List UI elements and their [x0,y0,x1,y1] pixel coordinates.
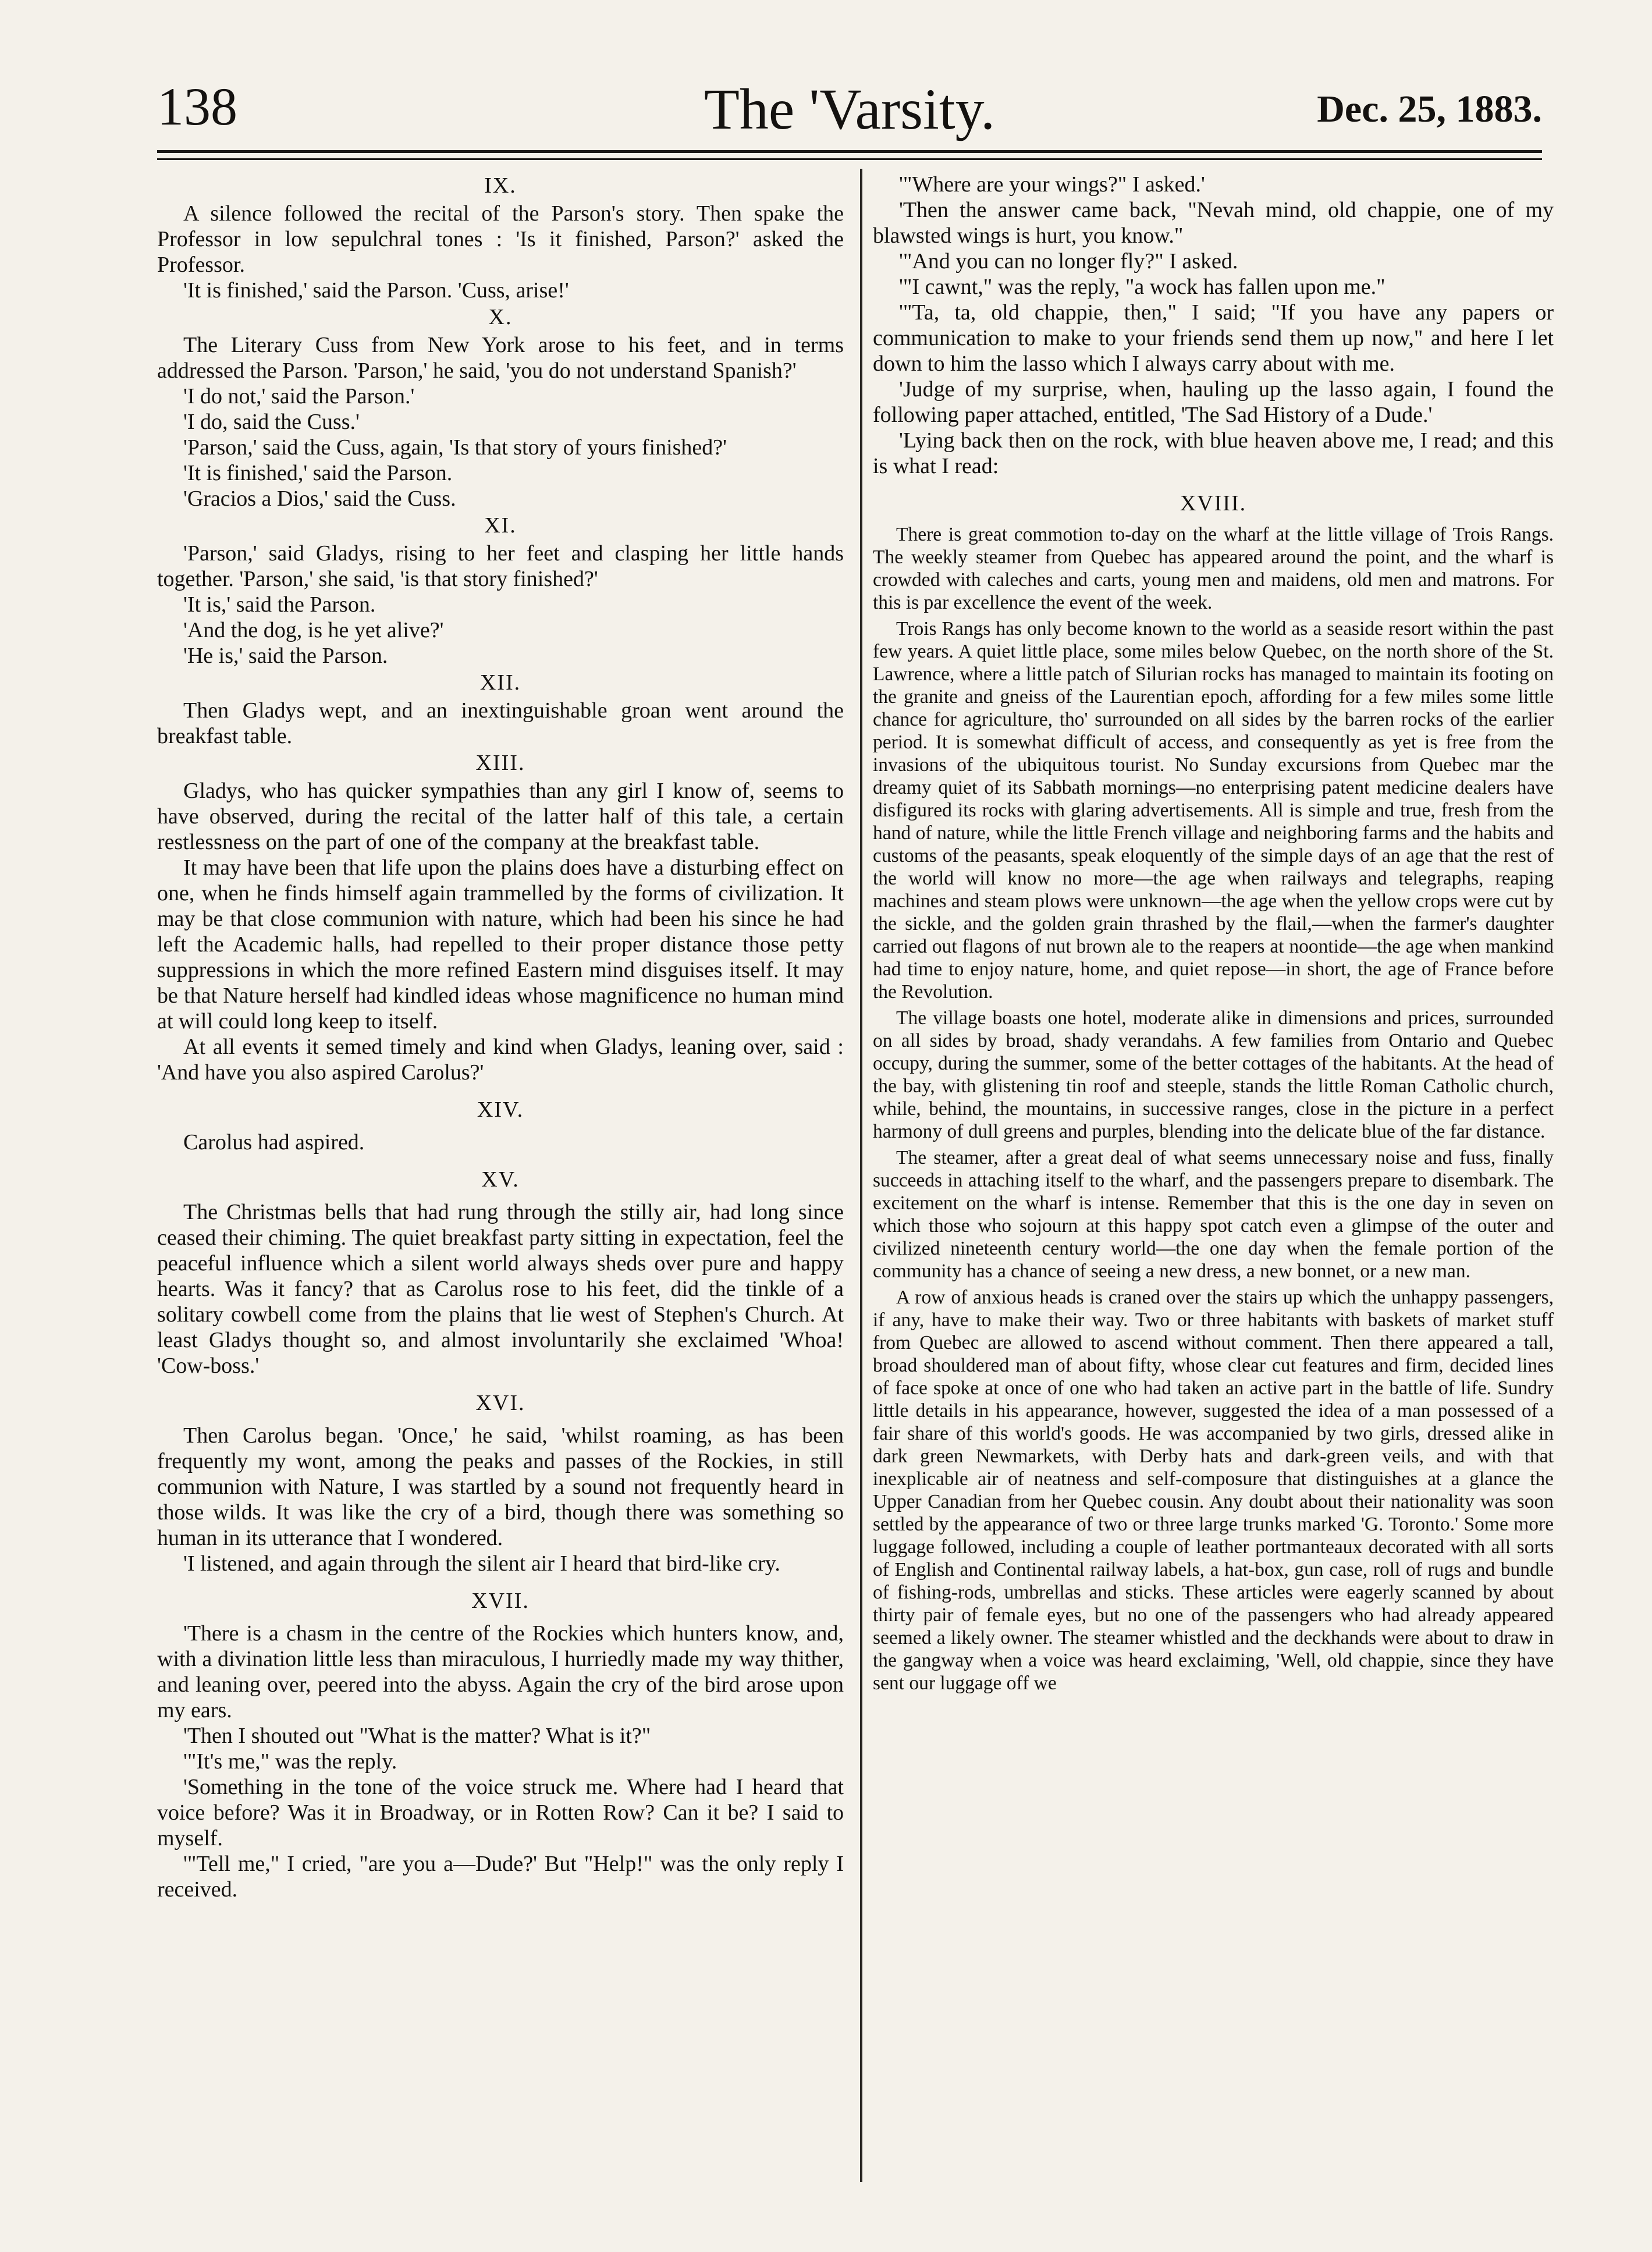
paragraph: 'I do, said the Cuss.' [183,410,360,434]
quoted-story [873,523,1554,1695]
issue-date: Dec. 25, 1883. [1317,88,1542,130]
paragraph: 'Then the answer came back, "Nevah mind, old chappie, one of my blawsted wings is hurt, you know." [873,198,1554,248]
paragraph: '"I cawnt," was the reply, "a wock has fallen upon me." [899,275,1385,299]
paragraph: 'I do not,' said the Parson.' [183,384,415,409]
paragraph: '"Ta, ta, old chappie, then," I said; "If you have any papers or communication to make to your friends send them up now," and here I let down to him the lasso which I always carry about with me. [873,300,1554,376]
paragraph: 'Parson,' said the Cuss, again, 'Is that story of yours finished?' [183,435,727,460]
paragraph: 'It is finished,' said the Parson. 'Cuss, arise!' [183,278,569,303]
paragraph: 'Lying back then on the rock, with blue heaven above me, I read; and this is what I read: [873,428,1554,478]
paragraph: Carolus had aspired. [183,1130,365,1155]
column-divider [860,169,862,2182]
paragraph: At all events it semed timely and kind when Gladys, leaning over, said : 'And have you also aspired Carolus?' [157,1035,844,1085]
paragraph: '"Where are your wings?" I asked.' [899,172,1205,197]
paragraph: '"Tell me," I cried, "are you a—Dude?' But "Help!" was the only reply I received. [157,1852,844,1902]
page-number: 138 [157,77,237,136]
section-heading-xv: XV. [481,1167,520,1192]
paragraph: The Literary Cuss from New York arose to his feet, and in terms addressed the Parson. 'Parson,' he said, 'you do not understand Spanish?' [157,333,844,383]
paragraph: The village boasts one hotel, moderate alike in dimensions and prices, surrounded on all sides by broad, shady verandahs. A few families from Ontario and Quebec occupy, during the summer, some of the better cottages of the habitants. At the head of the bay, with glistening tin roof and steeple, stands the little Roman Catholic church, while, behind, the mountains, in successive ranges, close in the picture in a perfect harmony of dull greens and purples, blending into the delicate blue of the far distance. [873,1007,1554,1142]
paragraph: 'Something in the tone of the voice struck me. Where had I heard that voice before? Was it in Broadway, or in Rotten Row? Can it be? I said to myself. [157,1775,844,1850]
header-rule-thin [157,158,1542,160]
section-heading-xi: XI. [484,513,517,538]
paragraph: 'Judge of my surprise, when, hauling up the lasso again, I found the following paper attached, entitled, 'The Sad History of a Dude.' [873,377,1554,427]
paragraph: 'Gracios a Dios,' said the Cuss. [183,486,456,511]
paragraph: Trois Rangs has only become known to the world as a seaside resort within the past few years. A quiet little place, some miles below Quebec, on the north shore of the St. Lawrence, where a little patch of Silurian rocks has managed to maintain its footing on the granite and gneiss of the Laurentian epoch, affording for a few miles some little chance for agriculture, tho' surrounded on all sides by the barren rocks of the earlier period. It is somewhat difficult of access, and consequently as yet is free from the invasions of the ubiquitous tourist. No Sunday excursions from Quebec mar the dreamy quiet of its Sabbath mornings—no enterprising patent medicine dealers have disfigured its rocks with glaring advertisements. All is simple and true, fresh from the hand of nature, while the little French village and neighboring farms and the habits and customs of the peasants, speak eloquently of the simple days of an age that the rest of the world will know no more—the age when railways and telegraphs, reaping machines and steam plows were unknown—the age when the yellow crops were cut by the sickle, and the golden grain thrashed by the flail,—when the farmer's daughter carried out flagons of nut brown ale to the reapers at noontide—the age when mankind had time to enjoy nature, home, and quiet repose—in short, the age of France before the Revolution. [873,618,1554,1003]
paragraph: '"It's me," was the reply. [183,1749,397,1774]
paragraph: 'Then I shouted out "What is the matter? What is it?" [183,1724,651,1748]
section-heading-xii: XII. [479,670,521,695]
section-heading-xvii: XVII. [471,1589,530,1613]
paragraph: 'It is finished,' said the Parson. [183,461,453,485]
section-heading-xviii: XVIII. [1180,491,1247,516]
paragraph: 'He is,' said the Parson. [183,644,388,668]
header-rule [157,150,1542,153]
paragraph: The steamer, after a great deal of what seems unnecessary noise and fuss, finally succeeds in attaching itself to the wharf, and the passengers prepare to disembark. The excitement on the wharf is intense. Remember that this is the one day in seven on which those who sojourn at this happy spot catch even a glimpse of the outer and civilized nineteenth century world—the one day when the female portion of the community has a chance of seeing a new dress, a new bonnet, or a new man. [873,1147,1554,1282]
right-column [873,172,1554,1698]
section-heading-xiv: XIV. [477,1097,524,1122]
section-heading-x: X. [488,305,513,329]
page-header [157,76,1542,151]
paragraph: 'I listened, and again through the silent air I heard that bird-like cry. [183,1551,780,1576]
paragraph: A row of anxious heads is craned over the stairs up which the unhappy passengers, if any, have to make their way. Two or three habitants with baskets of market stuff from Quebec are allowed to ascend without comment. Then there appeared a tall, broad shouldered man of about fifty, whose clear cut features and firm, decided lines of face spoke at once of one who had taken an active part in the battle of life. Sundry little details in his appearance, however, suggested the idea of a man possessed of a fair share of this world's goods. He was accompanied by two girls, dressed alike in dark green Newmarkets, with Derby hats and dark-green veils, and with that inexplicable air of neatness and self-composure that distinguishes at a glance the Upper Canadian from her Quebec cousin. Any doubt about their nationality was soon settled by the appearance of two or three large trunks marked 'G. Toronto.' Some more luggage followed, including a couple of leather portmanteaux decorated with all sorts of English and Continental railway labels, a hat-box, gun case, roll of rugs and bundle of fishing-rods, umbrellas and sticks. These articles were eagerly scanned by about thirty pair of female eyes, but no one of the passengers who had already appeared seemed a likely owner. The steamer whistled and the deckhands were about to draw in the gangway when a voice was heard exclaiming, 'Well, old chappie, since they have sent our luggage off we [873,1287,1554,1694]
section-heading-xiii: XIII. [475,751,525,775]
paragraph: Then Gladys wept, and an inextinguishable groan went around the breakfast table. [157,698,844,748]
paragraph: There is great commotion to-day on the wharf at the little village of Trois Rangs. The weekly steamer from Quebec has appeared around the point, and the wharf is crowded with caleches and carts, young men and maidens, old men and matrons. For this is par excellence the event of the week. [873,524,1554,613]
paragraph: The Christmas bells that had rung through the stilly air, had long since ceased their chiming. The quiet breakfast party sitting in expectation, feel the peaceful influence which a silent world always sheds over pure and happy hearts. Was it fancy? that as Carolus rose to his feet, did the tinkle of a solitary cowbell come from the plains that lie west of Stephen's Church. At least Gladys thought so, and almost involuntarily she exclaimed 'Whoa! 'Cow-boss.' [157,1200,844,1378]
paragraph: Gladys, who has quicker sympathies than any girl I know of, seems to have observed, during the recital of the latter half of this tale, a certain restlessness on the part of one of the company at the breakfast table. [157,779,844,854]
paragraph: '"And you can no longer fly?" I asked. [899,249,1238,273]
paragraph: 'Parson,' said Gladys, rising to her feet and clasping her little hands together. 'Parson,' she said, 'is that story finished?' [157,541,844,591]
paragraph: A silence followed the recital of the Parson's story. Then spake the Professor in low sepulchral tones : 'Is it finished, Parson?' asked the Professor. [157,201,844,277]
paragraph: 'And the dog, is he yet alive?' [183,618,444,642]
masthead-title: The 'Varsity. [704,77,996,141]
paragraph: 'There is a chasm in the centre of the Rockies which hunters know, and, with a divination little less than miraculous, I hurriedly made my way thither, and leaning over, peered into the abyss. Again the cry of the bird arose upon my ears. [157,1621,844,1722]
section-heading-xvi: XVI. [475,1391,525,1415]
paragraph: Then Carolus began. 'Once,' he said, 'whilst roaming, as has been frequently my wont, among the peaks and passes of the Rockies, in still communion with Nature, I was startled by a sound not frequently heard in those wilds. It was like the cry of a bird, though there was something so human in its utterance that I wondered. [157,1423,844,1550]
left-column [157,172,844,1902]
paragraph: It may have been that life upon the plains does have a disturbing effect on one, when he finds himself again trammelled by the forms of civilization. It may be that close communion with nature, which had been his since he had left the Academic halls, had repelled to their proper distance those petty suppressions in which the more refined Eastern mind disguises itself. It may be that Nature herself had kindled ideas whose magnificence no human mind at will could long keep to itself. [157,855,844,1033]
paragraph: 'It is,' said the Parson. [183,592,376,617]
section-heading-ix: IX. [484,173,517,198]
